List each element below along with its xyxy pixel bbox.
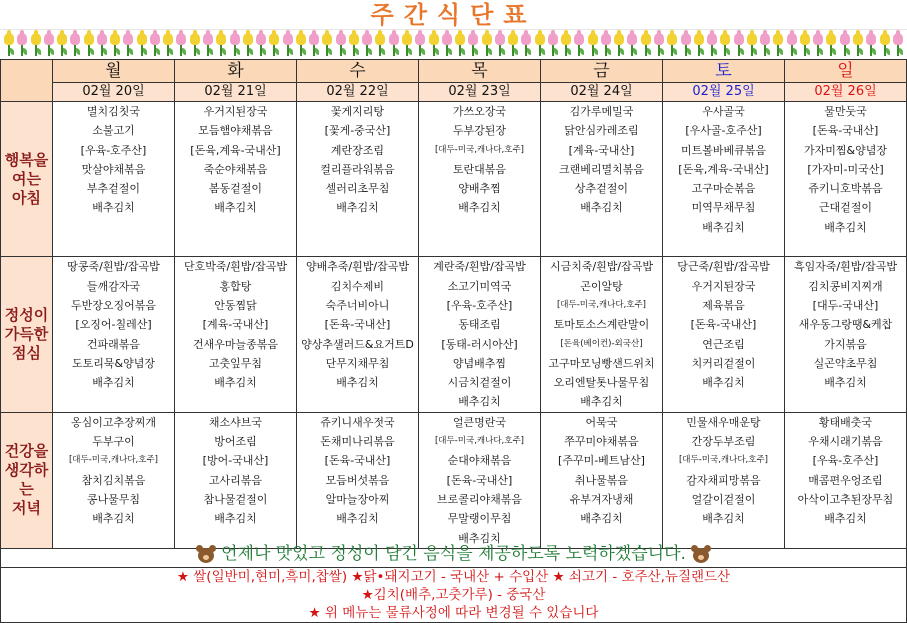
menu-item: 매콤편우엉조림	[808, 473, 883, 487]
menu-item: [돈육-국내산]	[812, 124, 879, 138]
menu-item: 죽순야채볶음	[203, 162, 268, 176]
tulip-icon	[269, 30, 279, 58]
menu-cell	[53, 257, 175, 412]
tulip-icon	[641, 30, 651, 58]
meal-label-dinner	[1, 412, 53, 548]
footer-message-text: 언제나 맛있고 정성이 담긴 음식을 제공하도록 노력하겠습니다.	[221, 544, 686, 564]
menu-item: 계란죽/흰밥/잡곡밥	[433, 260, 526, 274]
meal-row-dinner	[1, 412, 907, 548]
menu-item	[541, 218, 662, 237]
menu-cell	[785, 412, 907, 548]
menu-item: [돈육,계육-국내산]	[678, 162, 769, 176]
menu-item: 배추김치	[336, 376, 379, 390]
day-name-mon: 월	[53, 60, 175, 83]
menu-item: 민물새우매운탕	[686, 415, 761, 429]
meal-label-lunch	[1, 257, 53, 412]
bear-icon	[690, 543, 712, 565]
menu-cell	[541, 412, 663, 548]
menu-item: 쥬키니호박볶음	[808, 182, 883, 196]
menu-item: [돈육,계육-국내산]	[190, 143, 281, 157]
menu-item	[175, 392, 296, 411]
tulip-icon	[256, 30, 266, 58]
tulip-icon	[561, 30, 571, 58]
tulip-border	[0, 30, 907, 58]
menu-cell	[663, 102, 785, 257]
menu-item: 배추김치	[580, 201, 623, 215]
footer-message	[0, 541, 907, 568]
menu-item: 소고기미역국	[447, 279, 512, 293]
menu-item: 숙주너비아니	[325, 298, 390, 312]
menu-item: [동태-러시아산]	[441, 337, 518, 351]
tulip-icon	[230, 30, 240, 58]
menu-cell	[663, 257, 785, 412]
menu-item: 셀러리초무침	[325, 182, 390, 196]
tulip-icon	[482, 30, 492, 58]
menu-item	[53, 237, 174, 256]
menu-item: 알마늘장아찌	[325, 492, 390, 506]
menu-item: 꽃게지리탕	[330, 105, 385, 118]
day-name-tue: 화	[175, 60, 297, 83]
tulip-icon	[336, 30, 346, 58]
menu-item: [대두-미국,캐나다,호주]	[678, 455, 768, 466]
tulip-icon	[880, 30, 890, 58]
day-name-sat: 토	[663, 60, 785, 83]
menu-cell	[541, 102, 663, 257]
menu-item: [꽃게-중국산]	[324, 124, 391, 138]
menu-item: [계육-국내산]	[202, 318, 269, 332]
menu-item: 배추김치	[336, 512, 379, 526]
menu-item: 배추김치	[214, 376, 257, 390]
menu-item: 오리엔탈톳나물무침	[553, 376, 650, 390]
meal-label-line: 점심	[12, 344, 41, 363]
menu-item: 시금치겉절이	[447, 376, 512, 390]
menu-item: [돈육-국내산]	[324, 454, 391, 468]
day-name-sun: 일	[785, 60, 907, 83]
menu-item: 맛살야채볶음	[81, 162, 146, 176]
tulip-icon	[720, 30, 730, 58]
menu-item	[419, 237, 540, 256]
menu-item: 배추김치	[336, 201, 379, 215]
menu-item: 우사골국	[702, 105, 745, 118]
tulip-icon	[84, 30, 94, 58]
tulip-icon	[853, 30, 863, 58]
tulip-icon	[442, 30, 452, 58]
date-sun: 02월 26일	[785, 83, 907, 102]
menu-cell	[419, 412, 541, 548]
menu-item	[785, 237, 906, 256]
tulip-icon	[760, 30, 770, 58]
meal-row-lunch	[1, 257, 907, 412]
menu-item: 안동찜닭	[214, 298, 257, 312]
menu-item: 무말랭이무침	[447, 512, 512, 526]
menu-item	[541, 237, 662, 256]
menu-item: 부추겉절이	[86, 182, 141, 196]
tulip-icon	[31, 30, 41, 58]
menu-item: 토란대볶음	[452, 162, 507, 176]
menu-item: 배추김치	[580, 512, 623, 526]
tulip-icon	[800, 30, 810, 58]
menu-cell	[175, 257, 297, 412]
menu-item: [오징어-칠레산]	[75, 318, 152, 332]
tulip-icon	[707, 30, 717, 58]
menu-item: 배추김치	[702, 512, 745, 526]
tulip-icon	[747, 30, 757, 58]
tulip-icon	[402, 30, 412, 58]
weekly-menu-table	[0, 59, 907, 549]
menu-item: 참나물겉절이	[203, 492, 268, 506]
tulip-icon	[243, 30, 253, 58]
day-name-wed: 수	[297, 60, 419, 83]
menu-item: 황태배춧국	[818, 415, 873, 429]
menu-item: 참치김치볶음	[81, 473, 146, 487]
menu-item: 고사리볶음	[208, 473, 263, 487]
menu-item	[663, 392, 784, 411]
origin-notes	[0, 568, 907, 623]
menu-item: 김치콩비지찌개	[808, 279, 883, 293]
menu-item	[663, 237, 784, 256]
menu-item: 고구마순볶음	[691, 182, 756, 196]
menu-item: [주꾸미-베트남산]	[558, 454, 645, 468]
menu-item: 순대야채볶음	[447, 454, 512, 468]
tulip-icon	[190, 30, 200, 58]
menu-item: 가자미찜&양념장	[804, 143, 887, 157]
tulip-icon	[588, 30, 598, 58]
menu-item: 배추김치	[580, 395, 623, 409]
menu-item: 채소샤브국	[208, 415, 263, 429]
tulip-icon	[176, 30, 186, 58]
note-menu-change: ★ 위 메뉴는 물류사정에 따라 변경될 수 있습니다	[308, 605, 599, 621]
menu-item: [우육-호주산]	[812, 454, 879, 468]
tulip-icon	[150, 30, 160, 58]
menu-item	[297, 218, 418, 237]
menu-item: 고구마모닝빵샌드위치	[548, 356, 655, 370]
menu-item: 김치수제비	[330, 279, 385, 293]
menu-item: 배추김치	[702, 220, 745, 234]
menu-item: 땅콩죽/흰밥/잡곡밥	[67, 260, 160, 274]
menu-item: 어묵국	[585, 415, 618, 429]
tulip-icon	[826, 30, 836, 58]
tulip-icon	[283, 30, 293, 58]
menu-cell	[785, 102, 907, 257]
meal-row-breakfast	[1, 102, 907, 257]
menu-cell	[297, 257, 419, 412]
menu-item	[175, 237, 296, 256]
menu-item: 고춧잎무침	[208, 356, 263, 370]
tulip-icon	[667, 30, 677, 58]
menu-item	[297, 392, 418, 411]
menu-item: 건파래볶음	[86, 337, 141, 351]
menu-item: 김가루메밀국	[569, 105, 634, 118]
tulip-icon	[349, 30, 359, 58]
menu-item: 양념배추찜	[452, 356, 507, 370]
menu-item: [대두-미국,캐나다,호주]	[434, 436, 524, 447]
menu-cell	[53, 412, 175, 548]
tulip-icon	[203, 30, 213, 58]
menu-item: [가자미-미국산]	[807, 162, 884, 176]
tulip-icon	[375, 30, 385, 58]
menu-item: 간장두부조림	[691, 435, 756, 449]
meal-label-line: 아침	[12, 188, 41, 207]
menu-item: 닭안심카레조림	[564, 124, 639, 138]
menu-item: 양배추죽/흰밥/잡곡밥	[305, 260, 410, 274]
menu-item: 옹심이고추장찌개	[70, 415, 156, 429]
menu-item	[53, 218, 174, 237]
menu-item	[419, 218, 540, 237]
tulip-icon	[548, 30, 558, 58]
menu-item: 쭈꾸미야채볶음	[564, 435, 639, 449]
menu-item: 쥬키니새우젓국	[320, 415, 395, 429]
menu-item: 배추김치	[702, 376, 745, 390]
menu-item: 양배추찜	[458, 182, 501, 196]
tulip-icon	[601, 30, 611, 58]
menu-item: 방어조림	[214, 435, 257, 449]
menu-cell	[297, 102, 419, 257]
tulip-icon	[508, 30, 518, 58]
bear-icon	[195, 543, 217, 565]
menu-item: 배추김치	[92, 201, 135, 215]
menu-item: 배추김치	[214, 201, 257, 215]
tulip-icon	[694, 30, 704, 58]
meal-label-line: 행복을	[4, 150, 49, 169]
tulip-icon	[415, 30, 425, 58]
menu-item: 배추김치	[92, 512, 135, 526]
tulip-icon	[57, 30, 67, 58]
menu-item: 단호박죽/흰밥/잡곡밥	[183, 260, 288, 274]
menu-item: 우거지된장국	[691, 279, 756, 293]
menu-item: 시금치죽/흰밥/잡곡밥	[549, 260, 654, 274]
tulip-icon	[468, 30, 478, 58]
menu-item: [우육-호주산]	[80, 143, 147, 157]
menu-item: 모듬버섯볶음	[325, 473, 390, 487]
tulip-icon	[4, 30, 14, 58]
menu-item: 얼갈이겉절이	[691, 492, 756, 506]
tulip-icon	[813, 30, 823, 58]
menu-item: 미트볼바베큐볶음	[680, 143, 766, 157]
menu-item: 돈채미나리볶음	[320, 435, 395, 449]
menu-item: [계육-국내산]	[568, 143, 635, 157]
tulip-icon	[216, 30, 226, 58]
menu-item: 배추김치	[458, 395, 501, 409]
page-title: 주간식단표	[370, 1, 537, 29]
menu-item: 아삭이고추된장무침	[797, 492, 894, 506]
menu-item: 우채시래기볶음	[808, 435, 883, 449]
menu-item: 실곤약초무침	[813, 356, 878, 370]
menu-item: [대두-미국,캐나다,호주]	[434, 144, 524, 155]
tulip-icon	[137, 30, 147, 58]
tulip-icon	[389, 30, 399, 58]
menu-item: 건새우마늘종볶음	[192, 337, 278, 351]
menu-cell	[53, 102, 175, 257]
tulip-icon	[495, 30, 505, 58]
menu-item: 양상추샐러드&요거트D	[301, 337, 414, 351]
menu-item: 근대겉절이	[818, 201, 873, 215]
menu-item: [방어-국내산]	[202, 454, 269, 468]
tulip-icon	[362, 30, 372, 58]
menu-cell	[663, 412, 785, 548]
menu-item: 두반장오징어볶음	[70, 298, 156, 312]
menu-item: 물만둣국	[824, 105, 867, 118]
menu-item: [우육-호주산]	[446, 298, 513, 312]
meal-label-breakfast	[1, 102, 53, 257]
date-fri: 02월 24일	[541, 83, 663, 102]
note-origin-kimchi: ★김치(배추,고춧가루) - 중국산	[361, 587, 546, 603]
tulip-icon	[70, 30, 80, 58]
menu-item: 컬리플라워볶음	[320, 162, 395, 176]
date-sat: 02월 25일	[663, 83, 785, 102]
menu-item: 당근죽/흰밥/잡곡밥	[677, 260, 770, 274]
menu-item	[297, 237, 418, 256]
menu-item: 단무지채무침	[325, 356, 390, 370]
menu-item	[785, 392, 906, 411]
tulip-icon	[455, 30, 465, 58]
meal-label-line: 저녁	[12, 499, 41, 518]
meal-label-line: 건강을	[4, 442, 49, 461]
menu-item: 치커리겉절이	[691, 356, 756, 370]
menu-item: 새우동그랑땡&케찹	[798, 318, 893, 332]
corner-cell	[1, 60, 53, 102]
tulip-icon	[654, 30, 664, 58]
menu-item: 연근조림	[702, 337, 745, 351]
meal-label-line: 여는	[12, 169, 41, 188]
menu-item: 가지볶음	[824, 337, 867, 351]
tulip-icon	[893, 30, 903, 58]
menu-item: [대두-국내산]	[812, 298, 879, 312]
menu-item: [돈육-국내산]	[690, 318, 757, 332]
menu-item: 멸치김칫국	[86, 105, 141, 118]
tulip-icon	[163, 30, 173, 58]
menu-item: 브로콜리야채볶음	[436, 492, 522, 506]
tulip-icon	[734, 30, 744, 58]
menu-item: 배추김치	[214, 512, 257, 526]
menu-item: [돈육-국내산]	[324, 318, 391, 332]
tulip-icon	[429, 30, 439, 58]
menu-item: 배추김치	[92, 376, 135, 390]
menu-cell	[175, 412, 297, 548]
meal-label-line: 정성이	[4, 306, 49, 325]
menu-item: 배추김치	[824, 376, 867, 390]
date-tue: 02월 21일	[175, 83, 297, 102]
menu-item: 취나물볶음	[574, 473, 629, 487]
tulip-icon	[521, 30, 531, 58]
meal-label-line: 생각하	[4, 461, 49, 480]
menu-item: 두부강된장	[452, 124, 507, 138]
menu-item: 배추김치	[458, 531, 501, 545]
menu-item: 소불고기	[92, 124, 135, 138]
menu-item: 들깨감자국	[86, 279, 141, 293]
menu-item: 얼큰명란국	[452, 415, 507, 429]
tulip-icon	[574, 30, 584, 58]
menu-item	[53, 392, 174, 411]
menu-item: [돈육-국내산]	[446, 473, 513, 487]
tulip-icon	[614, 30, 624, 58]
menu-cell	[541, 257, 663, 412]
meal-label-line: 는	[19, 480, 34, 499]
day-name-thu: 목	[419, 60, 541, 83]
date-row	[1, 83, 907, 102]
menu-item: 두부구이	[92, 435, 135, 449]
tulip-icon	[535, 30, 545, 58]
tulip-icon	[866, 30, 876, 58]
weekday-row	[1, 60, 907, 83]
tulip-icon	[44, 30, 54, 58]
menu-item: [대두-미국,캐나다,호주]	[556, 299, 646, 310]
tulip-icon	[123, 30, 133, 58]
menu-item: 계란장조림	[330, 143, 385, 157]
menu-item: 크랜베리멸치볶음	[558, 162, 644, 176]
tulip-icon	[17, 30, 27, 58]
menu-item: 상추겉절이	[574, 182, 629, 196]
tulip-icon	[627, 30, 637, 58]
menu-item: [대두-미국,캐나다,호주]	[68, 455, 158, 466]
menu-item: 흑임자죽/흰밥/잡곡밥	[793, 260, 898, 274]
date-thu: 02월 23일	[419, 83, 541, 102]
menu-item	[175, 218, 296, 237]
tulip-icon	[97, 30, 107, 58]
menu-item: 토마토소스계란말이	[553, 318, 650, 332]
meal-label-line: 가득한	[4, 325, 49, 344]
menu-cell	[419, 102, 541, 257]
day-name-fri: 금	[541, 60, 663, 83]
note-origin-meat: ★ 쌀(일반미,현미,흑미,찹쌀) ★닭•돼지고기 - 국내산 + 수입산 ★ 쇠고기 - 호주산,뉴질랜드산	[176, 569, 731, 585]
menu-item: 감자채피망볶음	[686, 473, 761, 487]
menu-item: 도토리묵&양념장	[72, 356, 155, 370]
tulip-icon	[296, 30, 306, 58]
menu-cell	[785, 257, 907, 412]
menu-item: 콩나물무침	[86, 492, 141, 506]
menu-item: 배추김치	[458, 201, 501, 215]
tulip-icon	[322, 30, 332, 58]
menu-item: 미역무채무침	[691, 201, 756, 215]
menu-item: [우사골-호주산]	[685, 124, 762, 138]
date-wed: 02월 22일	[297, 83, 419, 102]
menu-item: 가쓰오장국	[452, 105, 507, 118]
menu-cell	[297, 412, 419, 548]
menu-item: 홍합탕	[219, 279, 252, 293]
tulip-icon	[681, 30, 691, 58]
menu-item: [돈육(베이컨)-외국산]	[560, 338, 643, 349]
menu-cell	[175, 102, 297, 257]
tulip-icon	[840, 30, 850, 58]
menu-cell	[419, 257, 541, 412]
tulip-icon	[773, 30, 783, 58]
menu-item: 모듬햄야채볶음	[198, 124, 273, 138]
tulip-icon	[787, 30, 797, 58]
menu-item: 배추김치	[824, 512, 867, 526]
menu-item: 우거지된장국	[203, 105, 268, 118]
menu-item: 곤이알탕	[580, 279, 623, 293]
date-mon: 02월 20일	[53, 83, 175, 102]
menu-item: 동태조림	[458, 318, 501, 332]
menu-item: 봄동겉절이	[208, 182, 263, 196]
tulip-icon	[309, 30, 319, 58]
tulip-icon	[110, 30, 120, 58]
menu-item: 유부겨자냉채	[569, 492, 634, 506]
menu-item: 제육볶음	[702, 298, 745, 312]
menu-item: 배추김치	[824, 220, 867, 234]
